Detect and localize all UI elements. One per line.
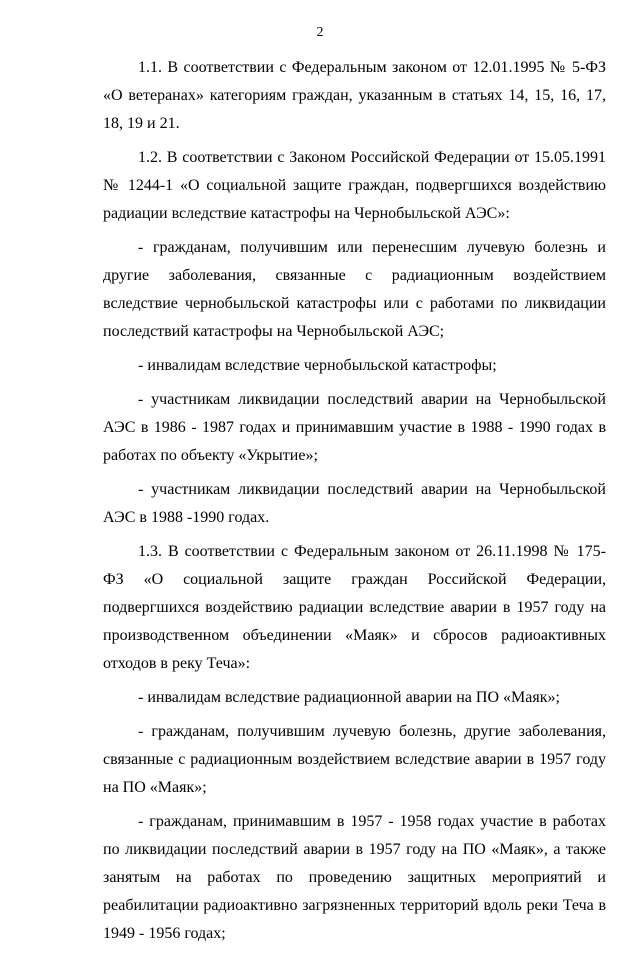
page-number: 2 <box>316 25 324 40</box>
paragraph-1-1: 1.1. В соответствии с Федеральным законом от 12.01.1995 № 5-ФЗ «О ветеранах» категориям граждан, указанным в статьях 14, 15, 16, 17, 18, 19 и 21. <box>103 59 606 132</box>
list-item-radiation-illness-mayak: - гражданам, получившим лучевую болезнь, другие заболевания, связанные с радиационным воздействием вследствие аварии в 1957 году на ПО «Маяк»; <box>103 723 606 796</box>
paragraph-1-2: 1.2. В соответствии с Законом Российской Федерации от 15.05.1991 № 1244-1 «О социальной защите граждан, подвергшихся воздействию радиации вследствие катастрофы на Чернобыльской АЭС»: <box>103 149 606 222</box>
list-item-mayak-participants: - гражданам, принимавшим в 1957 - 1958 годах участие в работах по ликвидации последствий аварии в 1957 году на ПО «Маяк», а также занятым на работах по проведению защитных мероприятий и реабилитации радиоактивно загрязненных территорий вдоль реки Теча в 1949 - 1956 годах; <box>103 813 606 942</box>
list-item-liquidators-1988-1990: - участникам ликвидации последствий аварии на Чернобыльской АЭС в 1988 -1990 годах. <box>103 481 606 526</box>
document-body <box>103 54 606 954</box>
list-item-disabled-mayak: - инвалидам вследствие радиационной аварии на ПО «Маяк»; <box>138 689 560 706</box>
list-item-liquidators-1986-1987: - участникам ликвидации последствий аварии на Чернобыльской АЭС в 1986 - 1987 годах и принимавшим участие в 1988 - 1990 годах в работах по объекту «Укрытие»; <box>103 391 606 464</box>
list-item-radiation-illness: - гражданам, получившим или перенесшим лучевую болезнь и другие заболевания, связанные с радиационным воздействием вследствие чернобыльской катастрофы или с работами по ликвидации последствий катастрофы на Чернобыльской АЭС; <box>103 239 606 340</box>
list-item-disabled-chernobyl: - инвалидам вследствие чернобыльской катастрофы; <box>138 357 497 374</box>
paragraph-1-3: 1.3. В соответствии с Федеральным законом от 26.11.1998 № 175-ФЗ «О социальной защите граждан Российской Федерации, подвергшихся воздействию радиации вследствие аварии в 1957 году на производственном объединении «Маяк» и сбросов радиоактивных отходов в реку Теча»: <box>103 543 606 672</box>
